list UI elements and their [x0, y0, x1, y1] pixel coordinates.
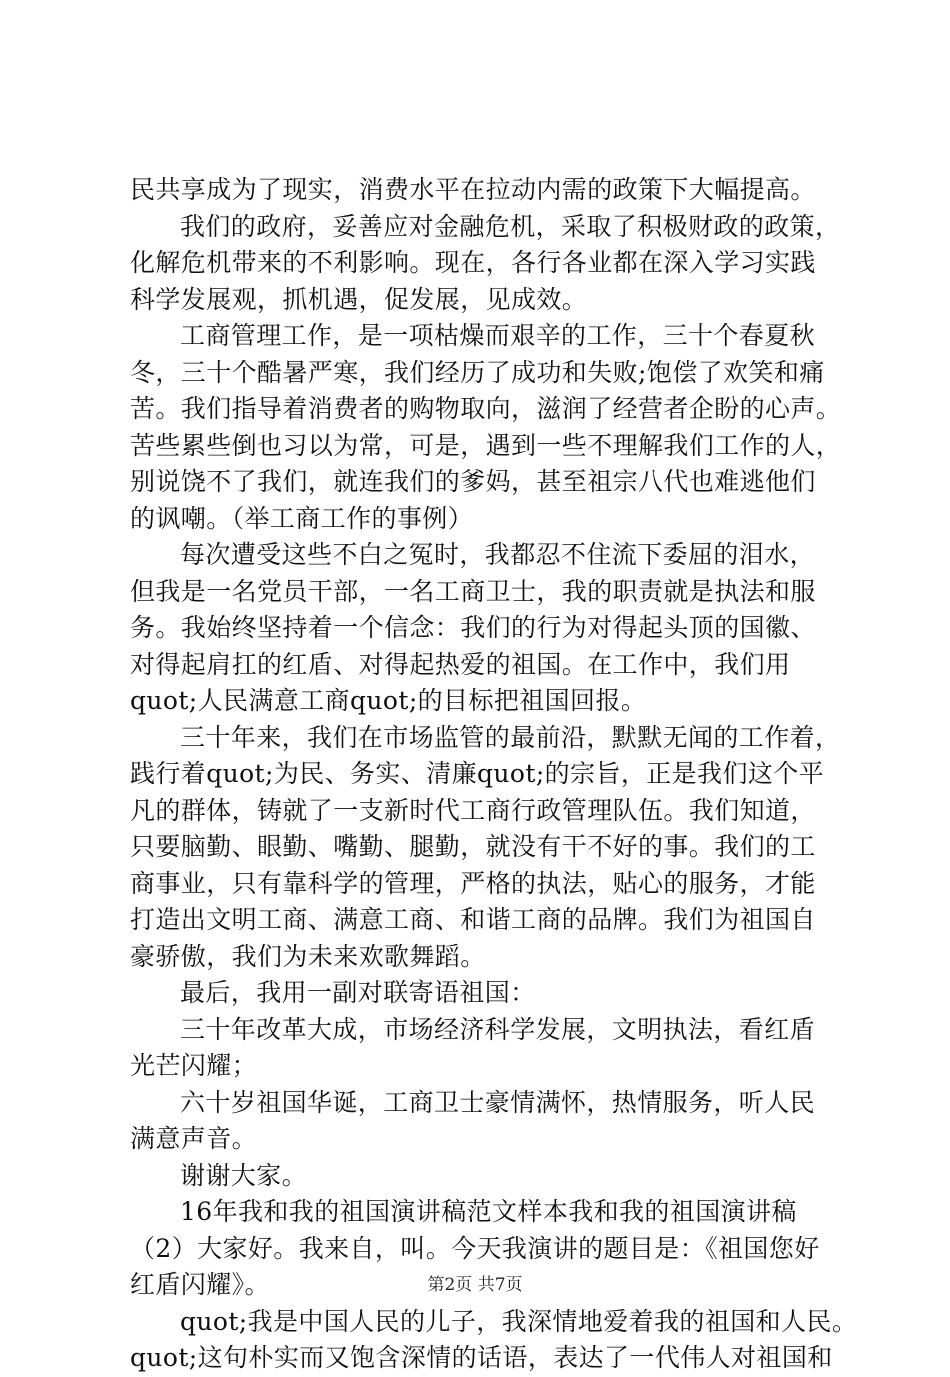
document-body — [130, 172, 858, 1377]
text-line: 凡的群体，铸就了一支新时代工商行政管理队伍。我们知道， — [130, 795, 816, 825]
text-line: 只要脑勤、眼勤、嘴勤、腿勤，就没有干不好的事。我们的工 — [130, 832, 816, 861]
text-line: 我们的政府，妥善应对金融危机，采取了积极财政的政策， — [180, 211, 841, 241]
text-line: quot;我是中国人民的儿子，我深情地爱着我的祖国和人民。 — [180, 1306, 858, 1336]
text-line: 践行着quot;为民、务实、清廉quot;的宗旨，正是我们这个平 — [130, 759, 825, 788]
text-line: 化解危机带来的不利影响。现在，各行各业都在深入学习实践 — [130, 248, 816, 277]
text-line: 但我是一名党员干部，一名工商卫士，我的职责就是执法和服 — [130, 576, 816, 606]
text-line: 六十岁祖国华诞，工商卫士豪情满怀，热情服务，听人民 — [180, 1087, 816, 1117]
text-line: 三十年来，我们在市场监管的最前沿，默默无闻的工作着， — [180, 722, 841, 752]
text-line: quot;人民满意工商quot;的目标把祖国回报。 — [130, 686, 647, 715]
text-line: 工商管理工作，是一项枯燥而艰辛的工作，三十个春夏秋 — [180, 321, 816, 350]
text-line: 别说饶不了我们，就连我们的爹妈，甚至祖宗八代也难逃他们 — [130, 467, 816, 496]
text-line: 16年我和我的祖国演讲稿范文样本我和我的祖国演讲稿 — [180, 1197, 797, 1226]
text-line: 最后，我用一副对联寄语祖国： — [180, 978, 536, 1007]
text-line: 三十年改革大成，市场经济科学发展，文明执法，看红盾 — [180, 1014, 816, 1044]
text-line: 豪骄傲，我们为未来欢歌舞蹈。 — [130, 941, 486, 971]
text-line: 对得起肩扛的红盾、对得起热爱的祖国。在工作中，我们用 — [130, 649, 791, 679]
text-line: 每次遭受这些不白之冤时，我都忍不住流下委屈的泪水， — [180, 540, 816, 569]
text-line: 科学发展观，抓机遇，促发展，见成效。 — [130, 284, 588, 314]
text-line: 民共享成为了现实，消费水平在拉动内需的政策下大幅提高。 — [130, 175, 816, 204]
text-line: 务。我始终坚持着一个信念：我们的行为对得起头顶的国徽、 — [130, 613, 816, 642]
text-line: （2）大家好。我来自，叫。今天我演讲的题目是：《祖国您好 — [130, 1233, 820, 1263]
text-line: quot;这句朴实而又饱含深情的话语，表达了一代伟人对祖国和 — [130, 1343, 833, 1372]
page-number-footer: 第2页 共7页 — [427, 1275, 523, 1295]
text-line: 冬，三十个酷暑严寒，我们经历了成功和失败;饱偿了欢笑和痛 — [130, 357, 825, 387]
text-line: 红盾闪耀》。 — [130, 1270, 270, 1299]
text-line: 光芒闪耀； — [130, 1051, 258, 1080]
text-line: 商事业，只有靠科学的管理，严格的执法，贴心的服务，才能 — [130, 868, 816, 898]
text-line: 满意声音。 — [130, 1124, 258, 1153]
text-line: 苦些累些倒也习以为常，可是，遇到一些不理解我们工作的人， — [130, 430, 842, 460]
text-line: 打造出文明工商、满意工商、和谐工商的品牌。我们为祖国自 — [130, 905, 816, 934]
text-line: 苦。我们指导着消费者的购物取向，滋润了经营者企盼的心声。 — [130, 394, 842, 423]
text-line: 的讽嘲。（举工商工作的事例） — [130, 503, 474, 533]
text-line: 谢谢大家。 — [180, 1160, 308, 1190]
